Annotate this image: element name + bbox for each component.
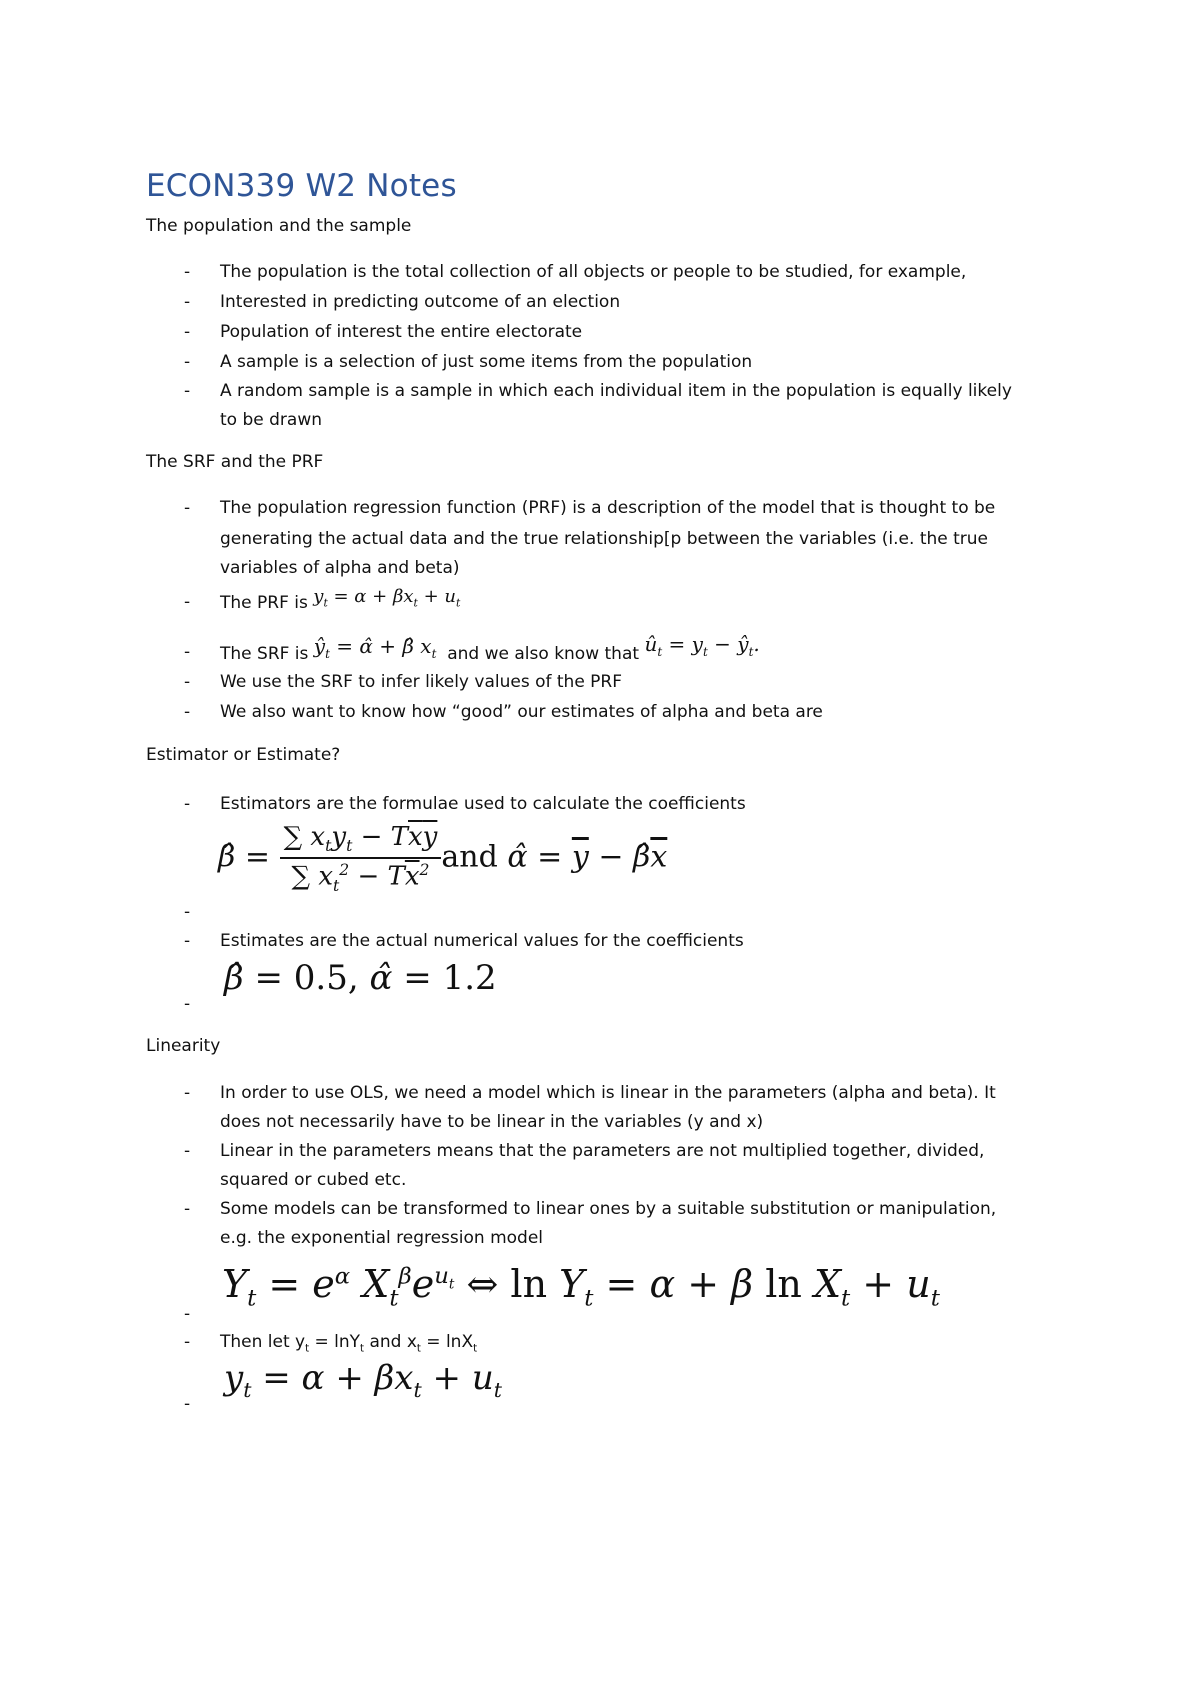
exponential-model-formula: $Y_t = e^\alpha$ $X_t^\beta e^{u_t}$ ⇔ $\ln Y_t = \alpha + \beta$ $\ln X_t + u_t$ [222, 1262, 940, 1312]
residual-formula: $û_t = y_t$ − $ŷ_t$. [644, 632, 760, 659]
estimator-formula: β̂ = $\frac{\sum x_ty_t - T\overline{x}\overline{y}}{\sum x_t^2 - T\overline{x}^2}$ and α̂ = $\overline{y}$ − $\betâ\overline{x}$ [218, 822, 668, 896]
srf-formula: $ŷ_t$ = α̂ + β̂ $x_t$ [313, 634, 437, 661]
linear-model-formula: $y_t = \alpha + \beta x_t + u_t$ [224, 1358, 502, 1402]
section-heading-population: The population and the sample [146, 216, 412, 236]
estimates-formula: β̂ = 0.5, α̂ = 1.2 [224, 958, 497, 998]
section-heading-linearity: Linearity [146, 1036, 221, 1056]
section-heading-estimator: Estimator or Estimate? [146, 745, 341, 765]
section-heading-srf-prf: The SRF and the PRF [146, 452, 324, 472]
prf-formula: $y_t = \alpha + \beta x_t + u_t$ [313, 586, 461, 610]
document-title: ECON339 W2 Notes [146, 168, 457, 204]
document-page: ECON339 W2 Notes The population and the sample - The population is the total collection of all objects or people to be studied, for example, - Interested in predicting outcome of an election - Population of interest the entire electorate - A sample is a selection of just some items from the population - A random sample is a sample in which each individual item in the population is equally likely to be drawn The SRF and the PRF - The population regression function (PRF) is a description of the model that is thought to be generating the actual data and the true relationship[p between the variables (i.e. the true variables of alpha and beta) - The PRF is $y_t = \alpha + \beta x_t + u_t$ - The SRF is $ŷ_t$ = α̂ + β̂ $x_t$ and we also know that $û_t = y_t$ − $ŷ_t$. - We use the SRF to infer likely values of the PRF - We also want to know how “good” our estimates of alpha and beta are Estimator or Estimate? - Estimators are the formulae used to calculate the coefficients - β̂ = $\frac{\sum x_ty_t - T\overline{x}\overline{y}}{\sum x_t^2 - T\overline{x}^2}$ and α̂ = $\overline{y}$ − $\betâ\overline{x}$ - Estimates are the actual numerical values for the coefficients - β̂ = 0.5, α̂ = 1.2 Linearity - In order to use OLS, we need a model which is linear in the parameters (alpha and beta). It does not necessarily have to be linear in the variables (y and x) - Linear in the parameters means that the parameters are not multiplied together, divided, squared or cubed etc. - Some models can be transformed to linear ones by a suitable substitution or manipulation, e.g. the exponential regression model - $Y_t = e^\alpha$ $X_t^\beta e^{u_t}$ ⇔ $\ln Y_t = \alpha + \beta$ $\ln X_t + u_t$ - Then let $y_t = \ln Y_t$ and $x_t = \ln X_t$ - $y_t = \alpha + \beta x_t + u_t$ [146, 168, 1012, 1414]
